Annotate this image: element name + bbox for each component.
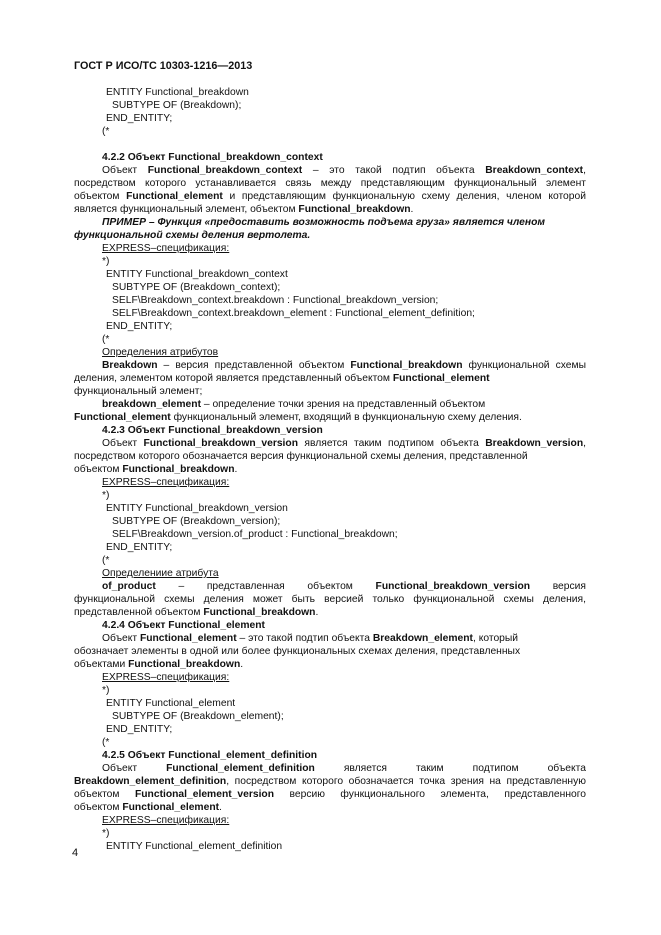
code-line: ENTITY Functional_element_definition: [106, 841, 283, 852]
paragraph-line: Breakdown – версия представленной объектом Functional_breakdown функциональной схемы: [102, 360, 586, 371]
paragraph-line: Объект Functional_breakdown_context – это такой подтип объекта Breakdown_context,: [102, 165, 586, 176]
express-spec-label: EXPRESS–спецификация:: [102, 477, 230, 488]
code-line: SUBTYPE OF (Breakdown_version);: [112, 516, 281, 527]
code-line: *): [102, 256, 110, 267]
code-line: (*: [102, 737, 110, 748]
code-line: (*: [102, 334, 110, 345]
paragraph-line: Breakdown_element_definition, посредством которого обозначается точка зрения на представленную: [74, 776, 586, 787]
section-heading: 4.2.4 Объект Functional_element: [102, 620, 265, 631]
code-line: SUBTYPE OF (Breakdown);: [112, 100, 242, 111]
section-heading: 4.2.3 Объект Functional_breakdown_version: [102, 425, 323, 436]
code-line: END_ENTITY;: [106, 321, 173, 332]
code-line: *): [102, 685, 110, 696]
code-line: END_ENTITY;: [106, 724, 173, 735]
paragraph-line: Объект Functional_element – это такой подтип объекта Breakdown_element, который: [102, 633, 519, 644]
code-line: ENTITY Functional_element: [106, 698, 236, 709]
code-line: ENTITY Functional_breakdown: [106, 87, 249, 98]
paragraph-line: посредством которого устанавливается связь между представляющим функциональный элемент: [74, 178, 586, 189]
page-header: ГОСТ Р ИСО/ТС 10303-1216—2013: [74, 60, 253, 72]
paragraph-line: является функциональный элемент, объектом Functional_breakdown.: [74, 204, 414, 215]
code-line: *): [102, 490, 110, 501]
code-line: ENTITY Functional_breakdown_version: [106, 503, 288, 514]
code-line: SELF\Breakdown_context.breakdown : Functional_breakdown_version;: [112, 295, 439, 306]
code-line: END_ENTITY;: [106, 542, 173, 553]
example-line: функциональной схемы деления вертолета.: [74, 230, 311, 241]
code-line: SELF\Breakdown_version.of_product : Functional_breakdown;: [112, 529, 398, 540]
paragraph-line: breakdown_element – определение точки зрения на представленный объектом: [102, 399, 486, 410]
paragraph-line: объектом Functional_element.: [74, 802, 222, 813]
paragraph-line: функциональный элемент;: [74, 386, 203, 397]
paragraph-line: представленной объектом Functional_breakdown.: [74, 607, 319, 618]
code-line: ENTITY Functional_breakdown_context: [106, 269, 288, 280]
paragraph-line: посредством которого обозначается версия функциональной схемы деления, представленной: [74, 451, 528, 462]
attribute-heading: Определениие атрибута: [102, 568, 219, 579]
paragraph-line: объектом Functional_element_version версию функционального элемента, представленного: [74, 789, 586, 800]
code-line: *): [102, 828, 110, 839]
code-line: SUBTYPE OF (Breakdown_context);: [112, 282, 281, 293]
paragraph-line: Объект Functional_breakdown_version является таким подтипом объекта Breakdown_version,: [102, 438, 586, 449]
paragraph-line: обозначает элементы в одной или более функциональных схемах деления, представленных: [74, 646, 521, 657]
paragraph-line: функциональной схемы деления может быть версией только функциональной схемы деления,: [74, 594, 586, 605]
code-line: END_ENTITY;: [106, 113, 173, 124]
code-line: (*: [102, 126, 110, 137]
paragraph-line: объектом Functional_element и представляющим функциональную схему деления, членом которой: [74, 191, 586, 202]
paragraph-line: объектами Functional_breakdown.: [74, 659, 244, 670]
attributes-heading: Определения атрибутов: [102, 347, 219, 358]
example-line: ПРИМЕР – Функция «предоставить возможность подъема груза» является членом: [102, 217, 546, 228]
express-spec-label: EXPRESS–спецификация:: [102, 815, 230, 826]
paragraph-line: Объект Functional_element_definition является таким подтипом объекта: [102, 763, 586, 774]
page-number: 4: [72, 847, 79, 859]
paragraph-line: of_product – представленная объектом Functional_breakdown_version версия: [102, 581, 586, 592]
section-heading: 4.2.2 Объект Functional_breakdown_context: [102, 152, 323, 163]
paragraph-line: объектом Functional_breakdown.: [74, 464, 238, 475]
code-line: SELF\Breakdown_context.breakdown_element : Functional_element_definition;: [112, 308, 475, 319]
express-spec-label: EXPRESS–спецификация:: [102, 243, 230, 254]
paragraph-line: деления, элементом которой является представленный объектом Functional_element: [74, 373, 490, 384]
code-line: (*: [102, 555, 110, 566]
paragraph-line: Functional_element функциональный элемент, входящий в функциональную схему деления.: [74, 412, 522, 423]
section-heading: 4.2.5 Объект Functional_element_definition: [102, 750, 318, 761]
express-spec-label: EXPRESS–спецификация:: [102, 672, 230, 683]
code-line: SUBTYPE OF (Breakdown_element);: [112, 711, 284, 722]
